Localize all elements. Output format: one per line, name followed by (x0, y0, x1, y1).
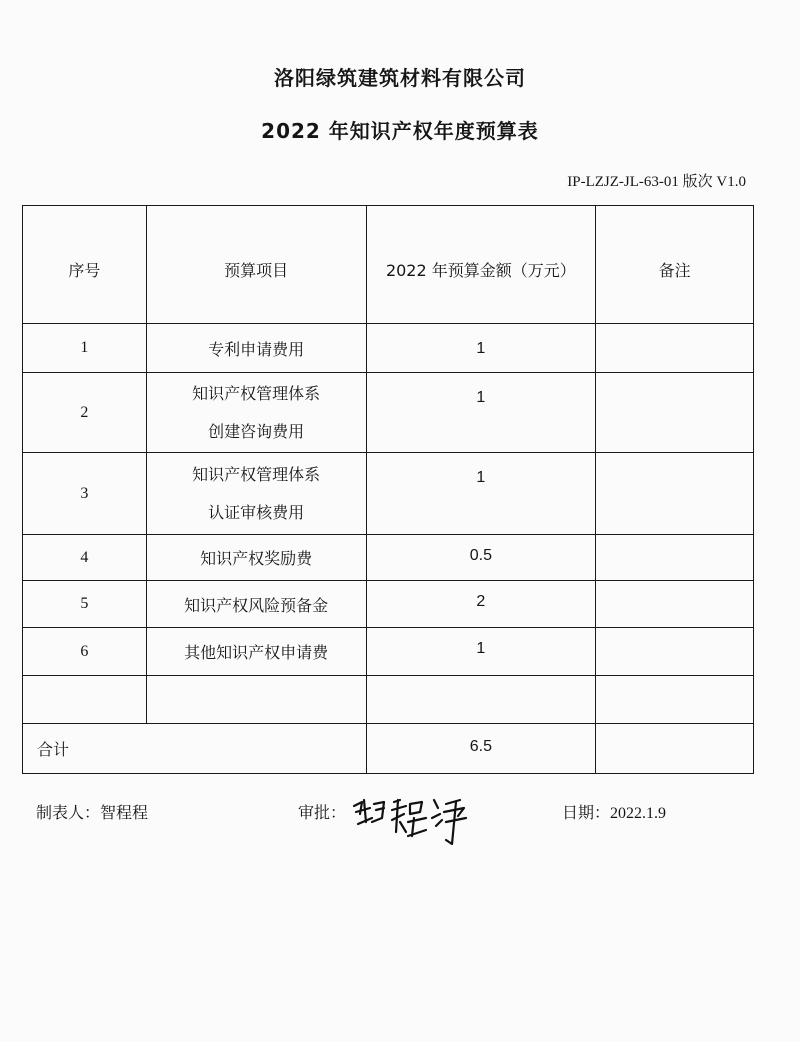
row-note (596, 373, 754, 453)
row-note (596, 324, 754, 373)
row-item: 专利申请费用 (146, 324, 366, 373)
table-row (23, 628, 754, 676)
row-item (146, 453, 366, 535)
row-note (596, 453, 754, 535)
document-code: IP-LZJZ-JL-63-01 版次 V1.0 (567, 174, 746, 190)
row-amount: 2 (366, 581, 596, 628)
preparer-name: 智程程 (100, 803, 149, 822)
row-number: 2 (23, 373, 147, 453)
row-item-line2: 创建咨询费用 (208, 421, 305, 441)
row-number: 5 (23, 581, 147, 628)
company-name: 洛阳绿筑建筑材料有限公司 (274, 66, 526, 90)
row-item: 知识产权风险预备金 (146, 581, 366, 628)
table-row (23, 373, 754, 453)
date (562, 800, 666, 823)
header-seq: 序号 (23, 206, 147, 324)
approver-signature (348, 792, 478, 848)
row-note (596, 628, 754, 676)
preparer (36, 800, 148, 823)
row-amount: 1 (366, 373, 596, 453)
empty-row (23, 676, 754, 724)
row-amount: 1 (366, 628, 596, 676)
date-value: 2022.1.9 (610, 805, 667, 822)
header-note: 备注 (596, 206, 754, 324)
row-item (146, 373, 366, 453)
approver-label: 审批： (298, 803, 347, 822)
table-row (23, 581, 754, 628)
total-amount: 6.5 (366, 724, 596, 774)
row-number: 3 (23, 453, 147, 535)
row-item: 知识产权奖励费 (146, 535, 366, 581)
row-item: 其他知识产权申请费 (146, 628, 366, 676)
row-amount: 0.5 (366, 535, 596, 581)
table-row (23, 324, 754, 373)
row-item-line1: 知识产权管理体系 (192, 464, 321, 484)
date-label: 日期： (562, 803, 611, 822)
row-amount: 1 (366, 324, 596, 373)
table-row (23, 535, 754, 581)
row-number: 6 (23, 628, 147, 676)
row-item-line2: 认证审核费用 (208, 502, 305, 522)
header-item: 预算项目 (146, 206, 366, 324)
table-row (23, 453, 754, 535)
total-row (23, 724, 754, 774)
row-number: 1 (23, 324, 147, 373)
row-note (596, 535, 754, 581)
row-note (596, 581, 754, 628)
preparer-label: 制表人： (36, 803, 101, 822)
row-number: 4 (23, 535, 147, 581)
row-item-line1: 知识产权管理体系 (192, 383, 321, 403)
total-label: 合计 (23, 724, 367, 774)
table-header-row (23, 206, 754, 324)
budget-table (22, 205, 754, 774)
row-amount: 1 (366, 453, 596, 535)
document-title: 2022 年知识产权年度预算表 (261, 119, 539, 143)
header-amount: 2022 年预算金额（万元） (366, 206, 596, 324)
